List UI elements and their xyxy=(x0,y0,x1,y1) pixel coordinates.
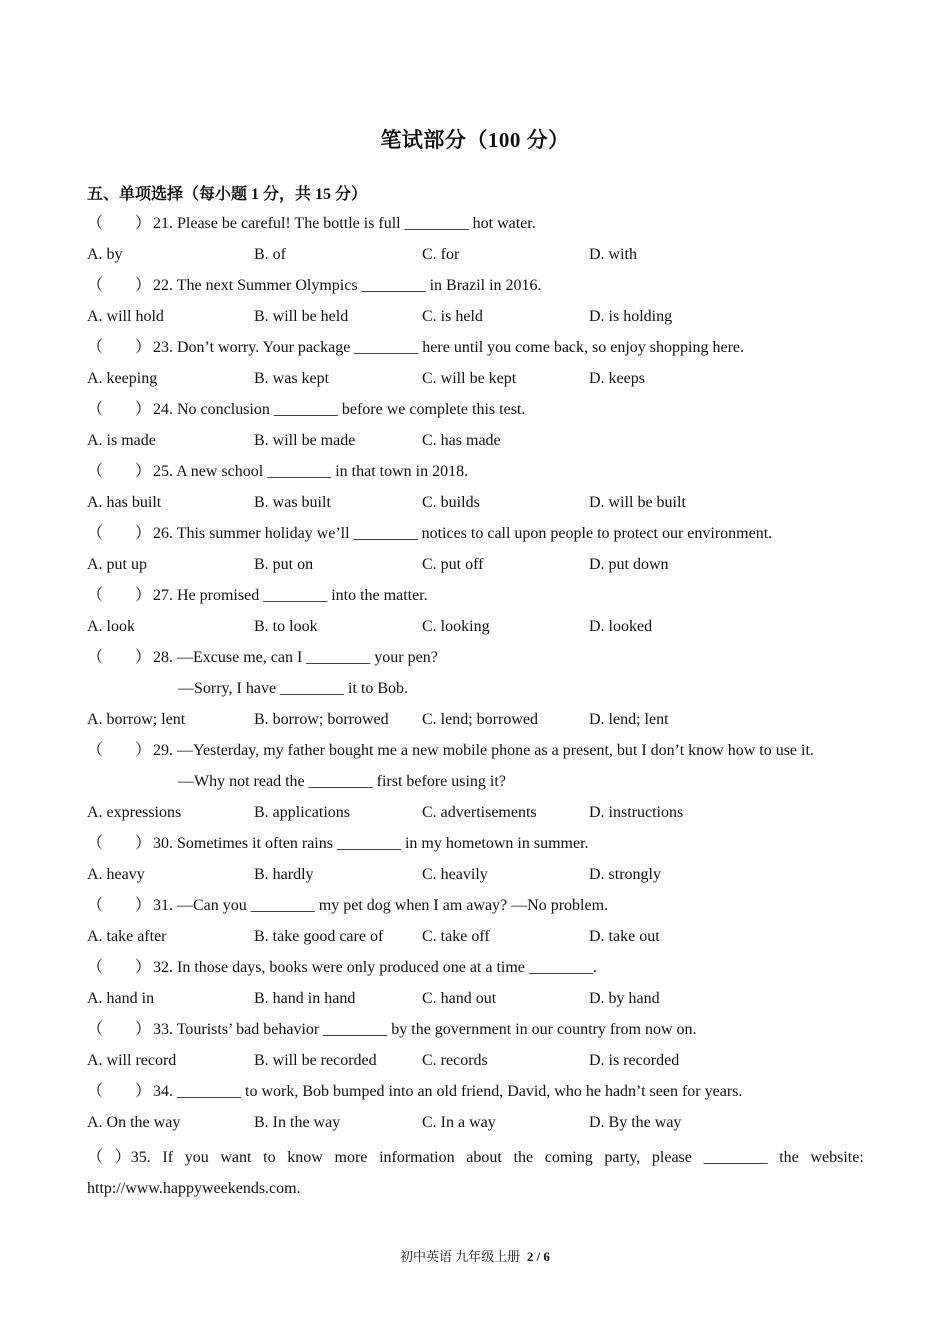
answer-blank-parentheses: （ xyxy=(87,1149,104,1166)
answer-blank-parentheses: （ ） xyxy=(87,277,152,294)
option-row xyxy=(87,431,867,451)
question-word: the xyxy=(513,1149,534,1166)
option-b: B. In the way xyxy=(254,1114,341,1131)
option-a: A. will hold xyxy=(87,308,164,325)
option-a: A. hand in xyxy=(87,990,155,1007)
option-d: D. By the way xyxy=(589,1114,682,1131)
option-a: A. will record xyxy=(87,1052,177,1069)
option-d: D. put down xyxy=(589,556,669,573)
question-word: want xyxy=(220,1149,252,1166)
question-stem xyxy=(87,462,468,482)
question-second-line: —Sorry, I have ________ it to Bob. xyxy=(178,680,409,697)
question-text: 29. —Yesterday, my father bought me a new mobile phone as a present, but I don’t know how to use it. xyxy=(153,742,814,759)
option-c: C. In a way xyxy=(422,1114,496,1131)
option-row xyxy=(87,493,867,513)
question-word: please xyxy=(651,1149,692,1166)
option-b: B. put on xyxy=(254,556,314,573)
question-stem xyxy=(87,741,814,761)
answer-blank-parentheses: （ ） xyxy=(87,463,152,480)
question-stem xyxy=(87,400,525,420)
question-text: 34. ________ to work, Bob bumped into an old friend, David, who he hadn’t seen for years. xyxy=(153,1083,743,1100)
option-b: B. will be held xyxy=(254,308,349,325)
question-word: more xyxy=(334,1149,368,1166)
answer-blank-parentheses: （ ） xyxy=(87,897,152,914)
option-c: C. lend; borrowed xyxy=(422,711,538,728)
option-row xyxy=(87,865,867,885)
question-stem xyxy=(87,648,438,668)
option-row xyxy=(87,1113,867,1133)
question-text: 32. In those days, books were only produced one at a time ________. xyxy=(153,959,597,976)
question-stem xyxy=(87,1020,697,1040)
option-row xyxy=(87,555,867,575)
option-b: B. hardly xyxy=(254,866,314,883)
option-c: C. take off xyxy=(422,928,490,945)
question-word: the xyxy=(779,1149,799,1166)
question-text: 26. This summer holiday we’ll ________ notices to call upon people to protect our environment. xyxy=(153,525,773,542)
option-b: B. will be made xyxy=(254,432,356,449)
option-c: C. is held xyxy=(422,308,483,325)
option-a: A. keeping xyxy=(87,370,158,387)
option-d: D. strongly xyxy=(589,866,661,883)
question-word: you xyxy=(184,1149,209,1166)
question-text: 24. No conclusion ________ before we complete this test. xyxy=(153,401,526,418)
option-d: D. take out xyxy=(589,928,660,945)
question-text: 33. Tourists’ bad behavior ________ by the government in our country from now on. xyxy=(153,1021,697,1038)
option-d: D. keeps xyxy=(589,370,645,387)
answer-blank-parentheses: （ ） xyxy=(87,339,152,356)
answer-blank-parentheses: （ ） xyxy=(87,215,152,232)
answer-blank-parentheses: ）35. xyxy=(114,1149,151,1166)
option-row xyxy=(87,617,867,637)
option-c: C. heavily xyxy=(422,866,488,883)
question-second-line: —Why not read the ________ first before using it? xyxy=(178,773,506,790)
question-text: 25. A new school ________ in that town in 2018. xyxy=(153,463,469,480)
option-row xyxy=(87,1051,867,1071)
option-a: A. heavy xyxy=(87,866,145,883)
option-a: A. put up xyxy=(87,556,147,573)
option-c: C. will be kept xyxy=(422,370,517,387)
question-stem xyxy=(87,834,589,854)
answer-blank-parentheses: （ ） xyxy=(87,587,152,604)
answer-blank-parentheses: （ ） xyxy=(87,959,152,976)
page-title: 笔试部分（100 分） xyxy=(380,128,570,152)
option-b: B. to look xyxy=(254,618,318,635)
option-a: A. by xyxy=(87,246,123,263)
option-c: C. records xyxy=(422,1052,488,1069)
option-d: D. instructions xyxy=(589,804,684,821)
option-a: A. take after xyxy=(87,928,167,945)
option-b: B. take good care of xyxy=(254,928,384,945)
option-d: D. with xyxy=(589,246,637,263)
option-c: C. for xyxy=(422,246,460,263)
option-row xyxy=(87,927,867,947)
answer-blank-parentheses: （ ） xyxy=(87,525,152,542)
option-a: A. borrow; lent xyxy=(87,711,186,728)
question-text: 27. He promised ________ into the matter. xyxy=(153,587,428,604)
option-c: C. looking xyxy=(422,618,490,635)
option-a: A. look xyxy=(87,618,135,635)
answer-blank-parentheses: （ ） xyxy=(87,1083,152,1100)
option-c: C. advertisements xyxy=(422,804,537,821)
option-b: B. was built xyxy=(254,494,331,511)
question-word: know xyxy=(287,1149,323,1166)
question-text: 23. Don’t worry. Your package ________ here until you come back, so enjoy shopping here. xyxy=(153,339,744,356)
question-word: If xyxy=(162,1149,174,1166)
option-c: C. has made xyxy=(422,432,501,449)
answer-blank-parentheses: （ ） xyxy=(87,742,152,759)
footer-subject: 初中英语 九年级上册 xyxy=(400,1249,521,1264)
question-word: about xyxy=(466,1149,502,1166)
option-d: D. is recorded xyxy=(589,1052,680,1069)
answer-blank-parentheses: （ ） xyxy=(87,1021,152,1038)
question-text: 21. Please be careful! The bottle is full ________ hot water. xyxy=(153,215,536,232)
option-b: B. borrow; borrowed xyxy=(254,711,389,728)
option-row xyxy=(87,307,867,327)
question-stem xyxy=(87,524,772,544)
option-row xyxy=(87,369,867,389)
answer-blank-parentheses: （ ） xyxy=(87,649,152,666)
question-word: party, xyxy=(604,1149,641,1166)
question-text: 31. —Can you ________ my pet dog when I am away? —No problem. xyxy=(153,897,609,914)
option-d: D. looked xyxy=(589,618,653,635)
question-text: 28. —Excuse me, can I ________ your pen? xyxy=(153,649,438,666)
option-b: B. will be recorded xyxy=(254,1052,377,1069)
question-word: coming xyxy=(544,1149,593,1166)
question-word: to xyxy=(263,1149,276,1166)
option-row xyxy=(87,710,867,730)
option-b: B. hand in hand xyxy=(254,990,356,1007)
option-c: C. put off xyxy=(422,556,484,573)
option-b: B. was kept xyxy=(254,370,330,387)
answer-blank-parentheses: （ ） xyxy=(87,401,152,418)
option-a: A. is made xyxy=(87,432,156,449)
question-word: ________ xyxy=(703,1149,768,1166)
option-d: D. by hand xyxy=(589,990,660,1007)
option-c: C. hand out xyxy=(422,990,497,1007)
option-c: C. builds xyxy=(422,494,480,511)
option-row xyxy=(87,803,867,823)
page-footer xyxy=(0,1246,950,1265)
question-stem xyxy=(87,276,542,296)
question-word: website: xyxy=(810,1149,864,1166)
question-stem xyxy=(87,214,536,234)
question-35 xyxy=(87,1148,864,1168)
question-text: 22. The next Summer Olympics ________ in Brazil in 2016. xyxy=(153,277,542,294)
footer-page-number: 2 / 6 xyxy=(526,1249,550,1264)
option-d: D. lend; lent xyxy=(589,711,669,728)
option-d: D. is holding xyxy=(589,308,673,325)
answer-blank-parentheses: （ ） xyxy=(87,835,152,852)
option-row xyxy=(87,245,867,265)
section-heading: 五、单项选择（每小题 1 分，共 15 分） xyxy=(87,186,368,203)
option-a: A. On the way xyxy=(87,1114,181,1131)
question-stem xyxy=(87,896,608,916)
option-a: A. has built xyxy=(87,494,162,511)
question-stem xyxy=(87,958,597,978)
question-stem xyxy=(87,586,428,606)
question-stem xyxy=(87,338,744,358)
option-b: B. of xyxy=(254,246,286,263)
question-text: 30. Sometimes it often rains ________ in my hometown in summer. xyxy=(153,835,589,852)
option-d: D. will be built xyxy=(589,494,686,511)
question-35-url: http://www.happyweekends.com. xyxy=(87,1180,301,1197)
option-a: A. expressions xyxy=(87,804,182,821)
option-b: B. applications xyxy=(254,804,350,821)
question-word: information xyxy=(379,1149,455,1166)
option-row xyxy=(87,989,867,1009)
question-stem xyxy=(87,1082,742,1102)
